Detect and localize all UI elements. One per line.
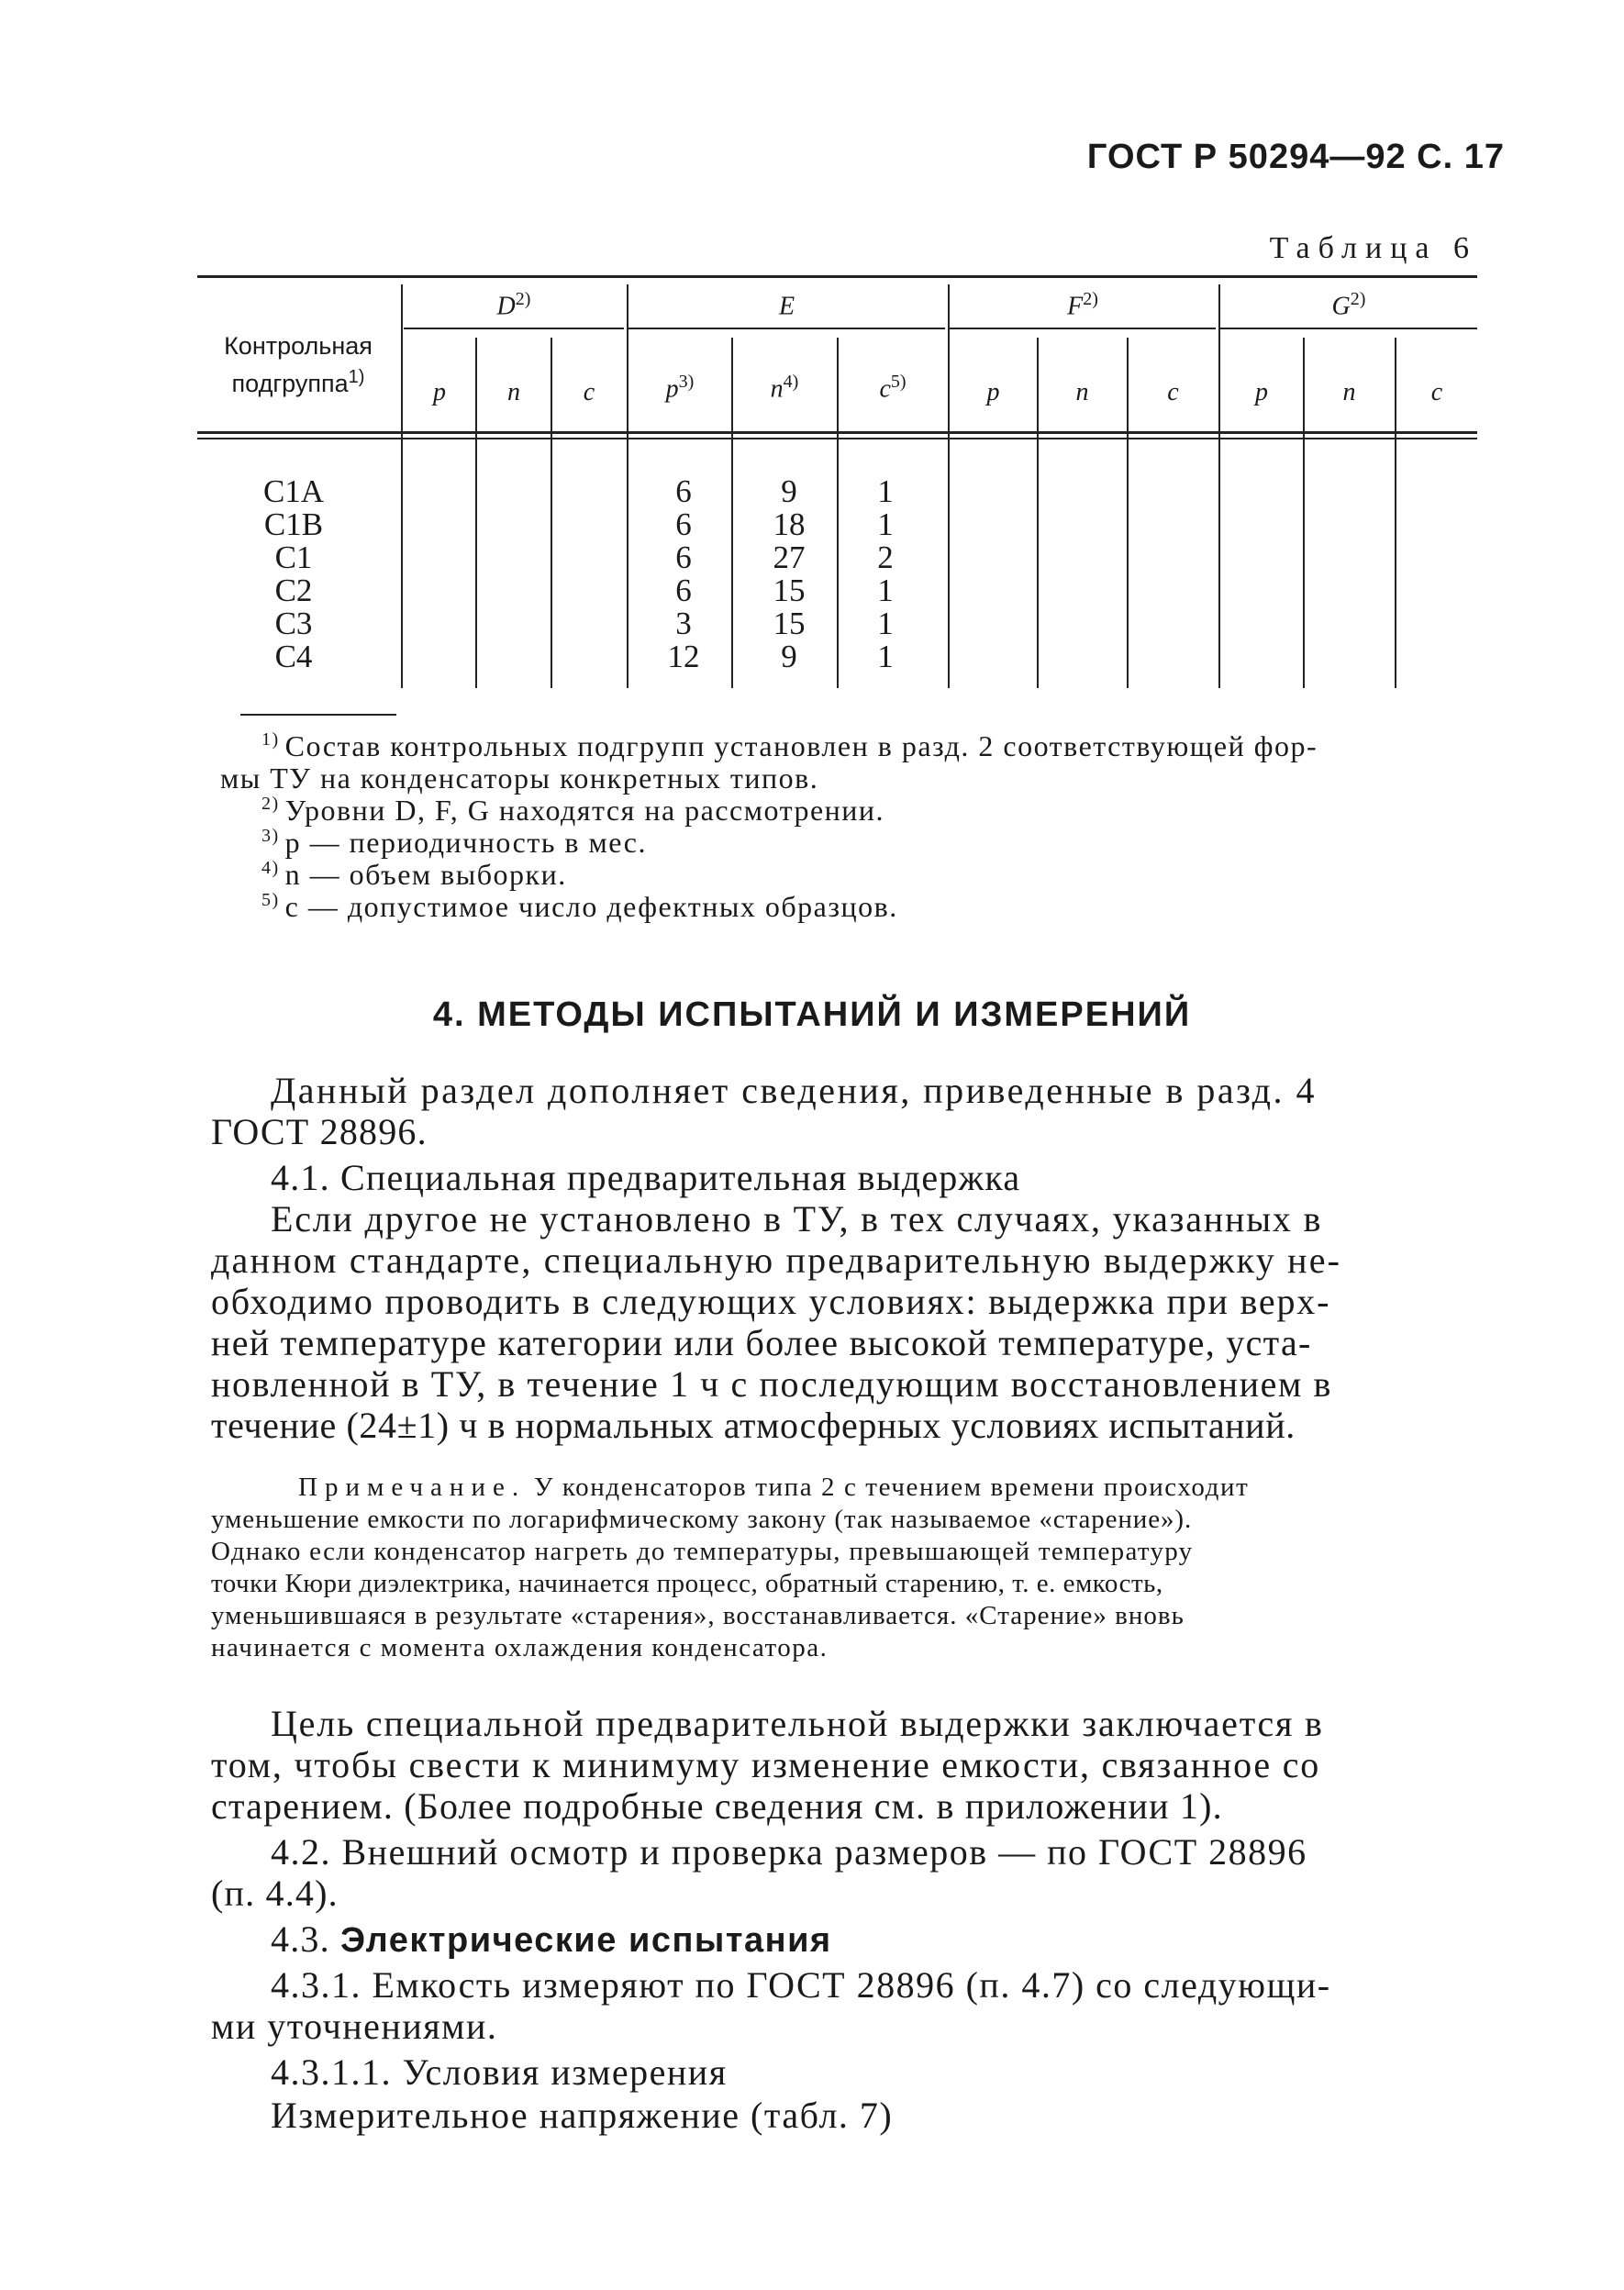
paragraph-4-2-cont: (п. 4.4). [211,1873,339,1914]
footnote-3: $^{3)}$ p — периодичность в мес. [261,826,647,859]
table-cell: 1 [877,473,894,509]
table-cell: 1 [877,506,894,542]
note-line-1: Примечание. У конденсаторов типа 2 с течением времени происходит [298,1473,1250,1502]
intro-line-1: Данный раздел дополняет сведения, приведенные в разд. 4 [271,1070,1318,1111]
note-line: точки Кюри диэлектрика, начинается процесс, обратный старению, т. е. емкость, [211,1569,1163,1598]
level-f-rule [950,328,1216,329]
table-cell: 6 [675,572,692,608]
paragraph-4-3-1: 4.3.1. Емкость измеряют по ГОСТ 28896 (п. 4.7) со следующи- [271,1964,1331,2006]
table-cell: 6 [675,539,692,575]
level-d-header: $D^{2)}$ [496,289,531,321]
note-line: уменьшившаяся в результате «старения», восстанавливается. «Старение» вновь [211,1601,1185,1630]
d-p-header: p [433,378,446,406]
table-cell: 2 [877,539,894,575]
group-column [243,475,344,673]
paragraph-4-1-title: 4.1. Специальная предварительная выдержка [271,1157,1021,1198]
table-cell: C4 [274,639,313,674]
paragraph-4-3-1-1: 4.3.1.1. Условия измерения [271,2051,728,2093]
note-label: Примечание. [298,1473,527,1502]
table-cell: 9 [781,639,797,674]
table-cell: C1A [262,473,325,509]
level-e-rule [628,328,945,329]
table-cell: C2 [274,572,313,608]
paragraph-4-1-line: ней температуре категории или более высокой температуре, уста- [211,1322,1312,1363]
paragraph-4-1-line: новленной в ТУ, в течение 1 ч с последующим восстановлением в [211,1363,1333,1405]
group-column-header: Контрольная подгруппа$^{1)}$ [224,332,373,397]
table-cell: 1 [877,572,894,608]
measuring-voltage-line: Измерительное напряжение (табл. 7) [271,2095,894,2136]
level-e-header: E [778,292,795,321]
paragraph-4-1-line: данном стандарте, специальную предварительную выдержку не- [211,1239,1342,1281]
table-cell: C1B [263,506,324,542]
g-c-header: c [1430,378,1443,406]
table-divider [1218,284,1220,688]
goal-line: том, чтобы свести к минимуму изменение емкости, связанное со [211,1744,1321,1785]
footnote-1-cont: мы ТУ на конденсаторы конкретных типов. [220,761,819,795]
e-c-header: $c^{5)}$ [879,372,907,404]
level-g-header: $G^{2)}$ [1331,289,1366,321]
table-cell: 12 [667,639,700,674]
table-caption: Таблица 6 [1269,231,1477,265]
table-cell: C1 [274,539,313,575]
goal-line: старением. (Более подробные сведения см. в приложении 1). [211,1785,1223,1827]
table-divider [627,284,628,688]
paragraph-4-1-line: обходимо проводить в следующих условиях: выдержка при верх- [211,1281,1331,1322]
table-cell: 15 [773,572,806,608]
e-p-column [642,475,725,673]
paragraph-4-2: 4.2. Внешний осмотр и проверка размеров — по ГОСТ 28896 [271,1831,1307,1873]
page-header: ГОСТ Р 50294—92 С. 17 [1086,138,1505,176]
table-cell: 1 [877,606,894,641]
e-n-header: $n^{4)}$ [770,372,799,404]
table-cell: 9 [781,473,797,509]
paragraph-4-1-line: Если другое не установлено в ТУ, в тех случаях, указанных в [271,1198,1323,1239]
table-cell: 6 [675,506,692,542]
level-d-rule [404,328,624,329]
e-c-column [849,475,922,673]
table-cell: 3 [675,606,692,641]
table-divider [401,284,403,688]
f-n-header: n [1075,378,1089,406]
e-n-column [748,475,830,673]
e-p-header: $p^{3)}$ [665,372,695,404]
table-cell: 27 [773,539,806,575]
level-f-header: $F^{2)}$ [1067,289,1098,321]
footnote-5: $^{5)}$ c — допустимое число дефектных образцов. [261,890,898,923]
d-n-header: n [507,378,520,406]
table-cell: 1 [877,639,894,674]
f-c-header: c [1167,378,1179,406]
f-p-header: p [986,378,1000,406]
table-cell: 6 [675,473,692,509]
paragraph-4-3-1-cont: ми уточнениями. [211,2006,498,2047]
table-top-rule [197,275,1477,278]
section-title: 4. МЕТОДЫ ИСПЫТАНИЙ И ИЗМЕРЕНИЙ [432,995,1192,1034]
table-cell: C3 [274,606,313,641]
note-line: уменьшение емкости по логарифмическому закону (так называемое «старение»). [211,1505,1193,1534]
note-line: Однако если конденсатор нагреть до температуры, превышающей температуру [211,1537,1194,1566]
table-bottom-rule [240,714,396,716]
footnote-4: $^{4)}$ n — объем выборки. [261,858,567,891]
level-g-rule [1220,328,1477,329]
table-cell: 15 [773,606,806,641]
goal-line: Цель специальной предварительной выдержки заключается в [271,1703,1324,1744]
d-c-header: c [583,378,595,406]
intro-line-2: ГОСТ 28896. [211,1111,428,1152]
footnote-1: $^{1)}$ Состав контрольных подгрупп установлен в разд. 2 соответствующей фор- [261,729,1318,762]
g-n-header: n [1342,378,1356,406]
paragraph-4-3: 4.3. Электрические испытания [271,1918,832,1960]
note-line: начинается с момента охлаждения конденсатора. [211,1633,829,1662]
table-divider [948,284,950,688]
g-p-header: p [1255,378,1268,406]
footnote-2: $^{2)}$ Уровни D, F, G находятся на рассмотрении. [261,794,885,827]
table-cell: 18 [773,506,806,542]
paragraph-4-1-line: течение (24±1) ч в нормальных атмосферных условиях испытаний. [211,1405,1296,1446]
